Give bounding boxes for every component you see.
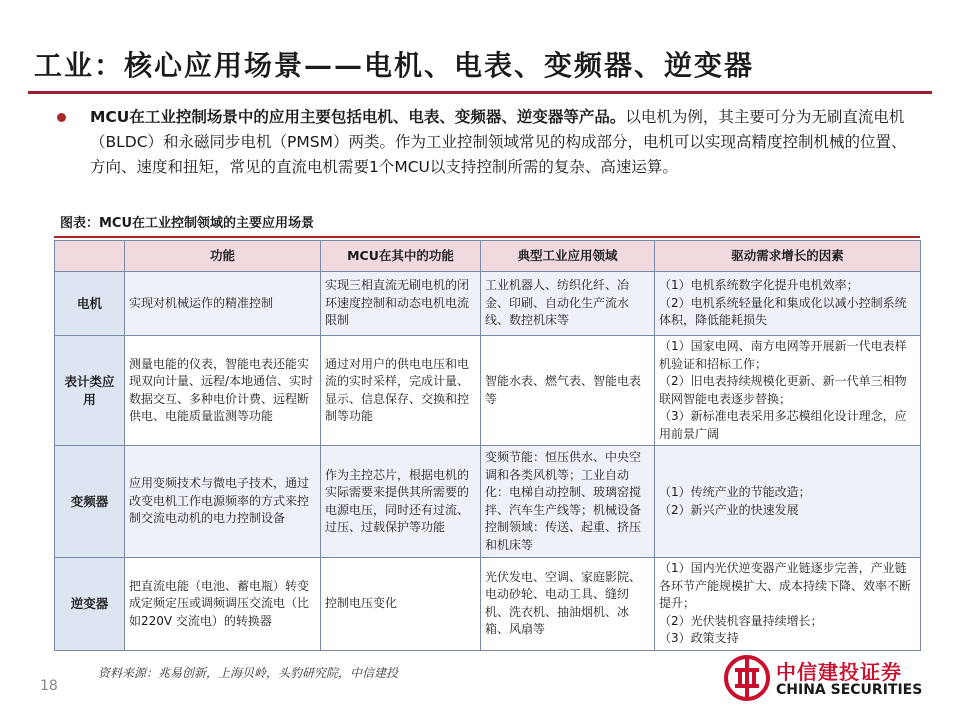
row-label: 变频器: [55, 446, 125, 558]
function-cell: 把直流电能（电池、蓄电瓶）转变成定频定压或调频调压交流电（比如220V 交流电）的转换器: [125, 558, 321, 651]
driver-item: （3）新标准电表采用多芯模组化设计理念，应用前景广阔: [659, 409, 907, 441]
driver-item: （1）国内光伏逆变器产业链逐步完善，产业链各环节产能规模扩大、成本持续下降、效率不断提升；: [659, 561, 912, 610]
drivers-cell: [655, 272, 921, 336]
table-header-cell: 驱动需求增长的因素: [655, 241, 921, 272]
table-row: [55, 446, 921, 558]
table-header-cell: [55, 241, 125, 272]
applications-cell: 变频节能：恒压供水、中央空调和各类风机等；工业自动化：电梯自动控制、玻璃窑搅拌、汽车生产线等；机械设备控制领域：传送、起重、挤压和机床等: [481, 446, 655, 558]
driver-item: （1）电机系统数字化提升电机效率；: [659, 278, 859, 293]
function-cell: 应用变频技术与微电子技术，通过改变电机工作电源频率的方式来控制交流电动机的电力控制设备: [125, 446, 321, 558]
row-label: 表计类应用: [55, 336, 125, 446]
table-row: [55, 558, 921, 651]
applications-cell: 智能水表、燃气表、智能电表等: [481, 336, 655, 446]
driver-item: （2）电机系统轻量化和集成化以减小控制系统体积，降低能耗损失: [659, 295, 907, 328]
applications-cell: 工业机器人、纺织化纤、冶金、印刷、自动化生产流水线、数控机床等: [481, 272, 655, 336]
logo-chinese-name: 中信建投证券: [776, 660, 902, 684]
mcu-role-cell: 实现三相直流无刷电机的闭环速度控制和动态电机电流限制: [321, 272, 481, 336]
table-header-cell: 典型工业应用领域: [481, 241, 655, 272]
mcu-role-cell: 通过对用户的供电电压和电流的实时采样，完成计量、显示、信息保存、交换和控制等功能: [321, 336, 481, 446]
bullet-dot-icon: [57, 113, 66, 122]
applications-cell: 光伏发电、空调、家庭影院、电动砂轮、电动工具、缝纫机、洗衣机、抽油烟机、冰箱、风扇等: [481, 558, 655, 651]
driver-item: （1）传统产业的节能改造；: [659, 485, 811, 499]
mcu-role-cell: 作为主控芯片，根据电机的实际需要来提供其所需要的电源电压，同时还有过流、过压、过载保护等功能: [321, 446, 481, 558]
driver-item: （3）政策支持: [659, 631, 739, 645]
page-number: 18: [40, 678, 58, 694]
table-header-cell: MCU在其中的功能: [321, 241, 481, 272]
table-caption: 图表：MCU在工业控制领域的主要应用场景: [60, 216, 315, 231]
table-header-row: [55, 241, 921, 272]
bullet-rest-text: 以电机为例，其主要可分为无刷直流电机（BLDC）和永磁同步电机（PMSM）两类。作为工业控制领域常见的构成部分，电机可以实现高精度控制机械的位置、方向、速度和扭矩，常见的直流电机需要1个MCU以支持控制所需的复杂、高速运算。: [90, 108, 907, 176]
logo-english-name: CHINA SECURITIES: [776, 682, 923, 698]
table-caption-divider: [54, 236, 920, 238]
driver-item: （2）新兴产业的快速发展: [659, 502, 799, 517]
driver-item: （2）旧电表持续规模化更新、新一代单三相物联网智能电表逐步替换；: [659, 374, 907, 406]
drivers-cell: [655, 558, 921, 651]
application-table: [54, 240, 921, 651]
driver-item: （1）国家电网、南方电网等开展新一代电表样机验证和招标工作；: [659, 339, 907, 371]
china-securities-emblem-icon: [724, 654, 770, 702]
drivers-cell: [655, 336, 921, 446]
function-cell: 测量电能的仪表，智能电表还能实现双向计量、远程/本地通信、实时数据交互、多种电价计费、远程断供电、电能质量监测等功能: [125, 336, 321, 446]
table-row: [55, 336, 921, 446]
table-header-cell: 功能: [125, 241, 321, 272]
mcu-role-cell: 控制电压变化: [321, 558, 481, 651]
bullet-text: [90, 105, 920, 180]
title-divider: [28, 91, 932, 94]
bullet-paragraph: [60, 105, 920, 180]
drivers-cell: [655, 446, 921, 558]
row-label: 逆变器: [55, 558, 125, 651]
driver-item: （2）光伏装机容量持续增长；: [659, 613, 823, 628]
company-logo: [724, 654, 924, 704]
table-row: [55, 272, 921, 336]
row-label: 电机: [55, 272, 125, 336]
function-cell: 实现对机械运作的精准控制: [125, 272, 321, 336]
page-title: 工业：核心应用场景——电机、电表、变频器、逆变器: [34, 49, 755, 82]
bullet-bold-text: MCU在工业控制场景中的应用主要包括电机、电表、变频器、逆变器等产品。: [90, 108, 626, 126]
source-note: 资料来源：兆易创新，上海贝岭，头豹研究院，中信建投: [98, 666, 399, 680]
